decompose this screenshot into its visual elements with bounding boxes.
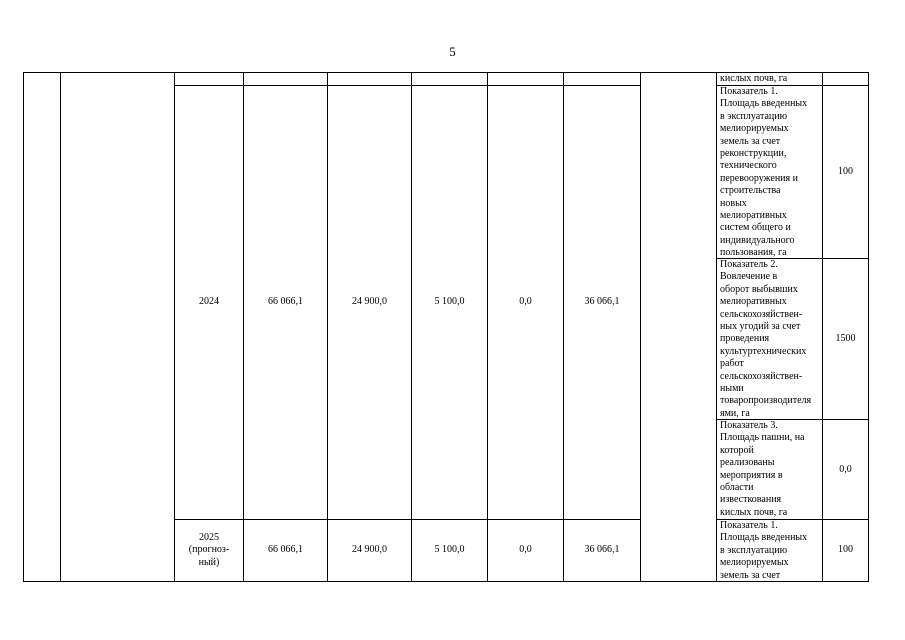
cell-col4: 0,0 [519, 296, 532, 307]
table-border-left [23, 72, 24, 582]
column-divider [60, 72, 61, 582]
cell-year: 2025 (прогноз- ный) [188, 532, 230, 568]
cell-total: 66 066,1 [268, 296, 303, 307]
column-divider [411, 72, 412, 582]
cell-col4: 0,0 [519, 544, 532, 555]
indicator-value: 100 [838, 166, 853, 177]
cell-total: 66 066,1 [268, 544, 303, 555]
indicator-text: Показатель 1. Площадь введенных в эксплуатацию мелиорируемых земель за счет [720, 520, 808, 581]
indicator-value: 0,0 [839, 464, 852, 475]
column-divider [243, 72, 244, 582]
cell-col2: 24 900,0 [352, 544, 387, 555]
table-border-bottom [23, 581, 869, 582]
cell-col3: 5 100,0 [434, 296, 465, 307]
cell-col5: 36 066,1 [584, 544, 620, 555]
indicator-value: 100 [838, 544, 853, 555]
indicator-value: 1500 [835, 333, 856, 344]
cell-col3: 5 100,0 [434, 544, 465, 555]
row-divider [174, 519, 640, 520]
column-divider [640, 72, 641, 582]
table-border-right [868, 72, 869, 582]
column-divider [327, 72, 328, 582]
column-divider [563, 72, 564, 582]
cell-col2: 24 900,0 [352, 296, 387, 307]
row-divider [174, 85, 640, 86]
column-divider [716, 72, 717, 582]
indicator-text: Показатель 2. Вовлечение в оборот выбывших мелиоративных сельскохозяйствен- ных угодий за счет проведения культуртехнических работ сельскохозяйствен- ными товаропроизводителя ями, га [720, 259, 812, 419]
indicator-text-continued: кислых почв, га [720, 73, 788, 84]
indicator-text: Показатель 3. Площадь пашни, на которой реализованы мероприятия в области известкования кислых почв, га [720, 420, 805, 518]
cell-year: 2024 [199, 296, 219, 307]
indicator-text: Показатель 1. Площадь введенных в эксплуатацию мелиорируемых земель за счет реконструкции, технического перевооружения и строительства новых мелиоративных систем общего и индивидуального пользования, га [720, 86, 808, 258]
column-divider [487, 72, 488, 582]
cell-col5: 36 066,1 [584, 296, 620, 307]
page-number: 5 [449, 44, 456, 59]
column-divider [174, 72, 175, 582]
column-divider [822, 72, 823, 582]
